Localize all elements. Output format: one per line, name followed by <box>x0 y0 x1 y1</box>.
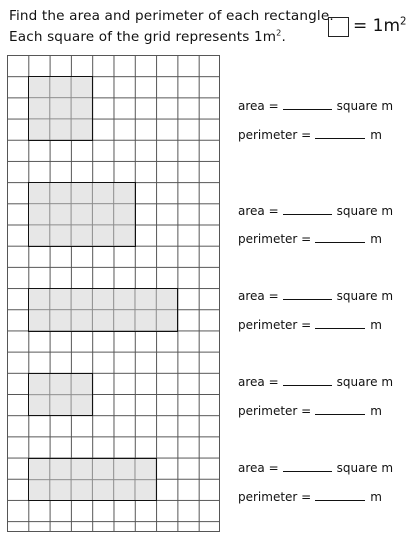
area-unit: square m <box>336 204 394 218</box>
perimeter-label: perimeter = <box>238 404 312 418</box>
area-answer-line-3 <box>238 288 393 304</box>
rectangle-3 <box>28 288 178 331</box>
perimeter-answer-line-5 <box>238 489 382 505</box>
perimeter-unit: m <box>370 404 382 418</box>
area-label: area = <box>238 204 279 218</box>
perimeter-label: perimeter = <box>238 318 312 332</box>
perimeter-label: perimeter = <box>238 128 312 142</box>
rectangle-4 <box>28 373 93 416</box>
legend-unit: 1m <box>372 16 401 36</box>
area-label: area = <box>238 461 279 475</box>
perimeter-answer-blank[interactable] <box>315 489 365 501</box>
square-grid <box>7 55 220 532</box>
instruction-line-1: Find the area and perimeter of each rectangle. <box>9 8 334 24</box>
perimeter-answer-blank[interactable] <box>315 403 365 415</box>
area-answer-line-2 <box>238 203 393 219</box>
area-answer-blank[interactable] <box>283 98 332 110</box>
legend-unit-square <box>328 17 349 37</box>
perimeter-answer-blank[interactable] <box>315 127 365 139</box>
perimeter-answer-blank[interactable] <box>315 231 365 243</box>
area-answer-blank[interactable] <box>283 203 332 215</box>
instruction-line-2-prefix: Each square of the grid represents <box>9 29 254 45</box>
area-answer-blank[interactable] <box>283 374 332 386</box>
area-answer-line-5 <box>238 460 393 476</box>
instruction-unit-power: 2 <box>276 27 282 38</box>
instruction-unit: 1m <box>253 29 277 45</box>
instruction-line-2-suffix: . <box>281 29 286 45</box>
area-unit: square m <box>336 99 394 113</box>
rectangle-5 <box>28 458 157 501</box>
area-unit: square m <box>336 375 394 389</box>
perimeter-label: perimeter = <box>238 490 312 504</box>
perimeter-unit: m <box>370 232 382 246</box>
perimeter-answer-line-2 <box>238 231 382 247</box>
perimeter-unit: m <box>370 490 382 504</box>
perimeter-answer-blank[interactable] <box>315 317 365 329</box>
area-unit: square m <box>336 461 394 475</box>
area-answer-blank[interactable] <box>283 288 332 300</box>
perimeter-answer-line-3 <box>238 317 382 333</box>
area-unit: square m <box>336 289 394 303</box>
perimeter-label: perimeter = <box>238 232 312 246</box>
area-label: area = <box>238 375 279 389</box>
rectangle-2 <box>28 182 136 247</box>
instructions <box>9 6 334 48</box>
rectangle-1 <box>28 76 93 141</box>
perimeter-answer-line-4 <box>238 403 382 419</box>
perimeter-answer-line-1 <box>238 127 382 143</box>
area-label: area = <box>238 289 279 303</box>
instruction-line-2 <box>9 27 329 48</box>
area-answer-line-4 <box>238 374 393 390</box>
legend-label <box>353 14 407 38</box>
area-answer-blank[interactable] <box>283 460 332 472</box>
legend-unit-power: 2 <box>400 16 407 28</box>
perimeter-unit: m <box>370 128 382 142</box>
area-answer-line-1 <box>238 98 393 114</box>
perimeter-unit: m <box>370 318 382 332</box>
area-label: area = <box>238 99 279 113</box>
legend-equals: = <box>353 16 373 36</box>
